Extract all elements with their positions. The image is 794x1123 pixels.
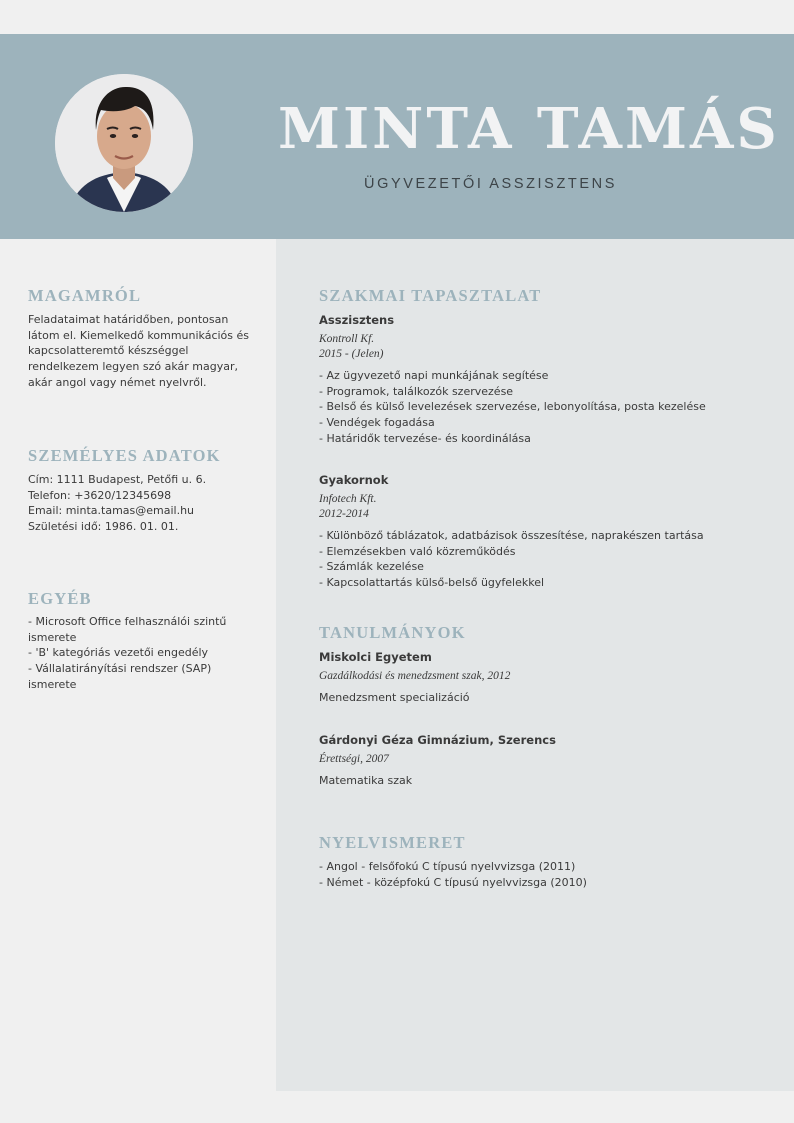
language-item: - Német - középfokú C típusú nyelvvizsga (2010) (319, 875, 587, 889)
duty-item: - Elemzésekben való közreműködés (319, 544, 516, 558)
job-title: ÜGYVEZETŐI ASSZISZTENS (364, 176, 617, 192)
personal-details (28, 472, 206, 535)
job-duties-list (319, 368, 706, 446)
about-line: Feladataimat határidőben, pontosan (28, 313, 229, 326)
company-name: Infotech Kft. (319, 493, 377, 505)
job-period: 2012-2014 (319, 508, 369, 520)
languages-heading: NYELVISMERET (319, 833, 466, 852)
school-note: Matematika szak (319, 774, 413, 787)
email-line: Email: minta.tamas@email.hu (28, 504, 195, 518)
birth-date-line: Születési idő: 1986. 01. 01. (28, 520, 179, 534)
education-heading: TANULMÁNYOK (319, 623, 466, 642)
languages-list (319, 859, 587, 890)
about-line: rendelkezem legyen szó akár magyar, (28, 360, 238, 374)
language-item: - Angol - felsőfokú C típusú nyelvvizsga (2011) (319, 860, 576, 873)
person-portrait-icon (55, 74, 193, 212)
personal-heading: SZEMÉLYES ADATOK (28, 446, 221, 465)
person-name: MINTA TAMÁS (278, 96, 780, 162)
experience-heading: SZAKMAI TAPASZTALAT (319, 286, 542, 305)
duty-item: - Programok, találkozók szervezése (319, 384, 514, 398)
duty-item: - Különböző táblázatok, adatbázisok összesítése, naprakészen tartása (319, 529, 704, 542)
about-line: látom el. Kiemelkedő kommunikációs és (28, 328, 250, 342)
other-heading: EGYÉB (28, 589, 92, 608)
duty-item: - Belső és külső levelezések szervezése, lebonyolítása, posta kezelése (319, 400, 706, 414)
degree-info: Érettségi, 2007 (319, 753, 389, 765)
about-text (28, 312, 249, 390)
duty-item: - Vendégek fogadása (319, 416, 435, 430)
job-duties-list (319, 528, 704, 591)
job-period: 2015 - (Jelen) (319, 348, 384, 360)
other-line: - Vállalatirányítási rendszer (SAP) (28, 662, 212, 676)
duty-item: - Az ügyvezető napi munkájának segítése (319, 369, 549, 382)
other-line: ismerete (28, 630, 77, 644)
job-title-entry: Asszisztens (319, 313, 395, 327)
degree-info: Gazdálkodási és menedzsment szak, 2012 (319, 670, 511, 682)
company-name: Kontroll Kf. (319, 333, 375, 345)
about-heading: MAGAMRÓL (28, 286, 142, 305)
other-line: - Microsoft Office felhasználói szintű (28, 615, 227, 628)
school-note: Menedzsment specializáció (319, 691, 470, 704)
phone-line: Telefon: +3620/12345698 (28, 488, 172, 502)
about-line: kapcsolatteremtő készséggel (28, 344, 189, 358)
about-line: akár angol vagy német nyelvről. (28, 375, 207, 389)
address-line: Cím: 1111 Budapest, Petőfi u. 6. (28, 473, 207, 486)
school-name: Miskolci Egyetem (319, 650, 432, 664)
job-title-entry: Gyakornok (319, 473, 389, 487)
header-banner (0, 34, 794, 239)
right-column-panel (276, 239, 794, 1091)
other-line: ismerete (28, 677, 77, 691)
duty-item: - Határidők tervezése- és koordinálása (319, 431, 531, 445)
profile-photo (55, 74, 193, 212)
duty-item: - Számlák kezelése (319, 560, 424, 574)
other-list (28, 614, 226, 692)
school-name: Gárdonyi Géza Gimnázium, Szerencs (319, 733, 556, 747)
other-line: - 'B' kategóriás vezetői engedély (28, 646, 209, 660)
duty-item: - Kapcsolattartás külső-belső ügyfelekkel (319, 576, 545, 590)
